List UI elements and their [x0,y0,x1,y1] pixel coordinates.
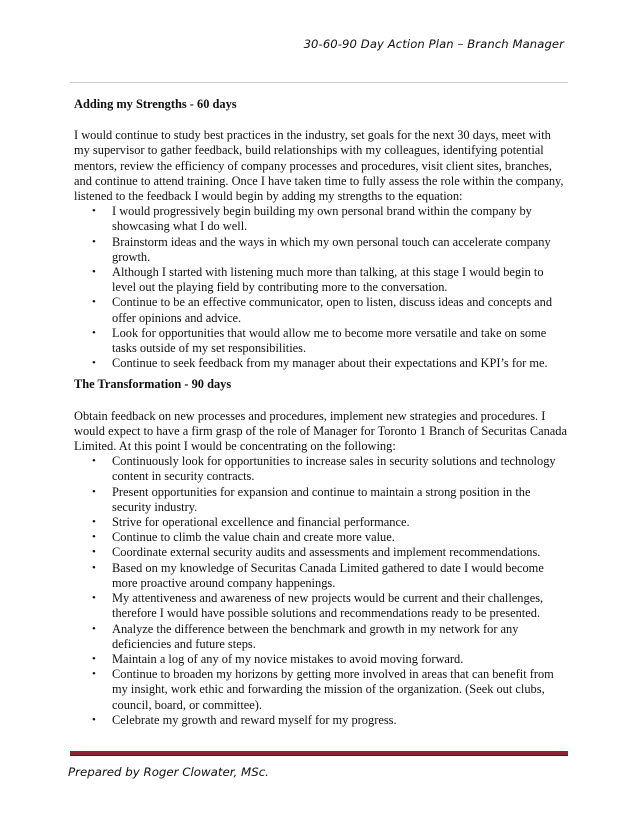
list-item [92,325,569,356]
list-item-text: I would progressively begin building my own personal brand within the company by showcasing what I do well. [112,204,532,234]
list-item-text: Continue to seek feedback from my manager about their expectations and KPI’s for me. [112,356,548,371]
bullet-icon: • [92,546,96,559]
list-item-text: My attentiveness and awareness of new projects would be current and their challenges, therefore I would have possible solutions and recommendations ready to be presented. [112,591,544,621]
list-item [92,530,569,545]
bullet-icon: • [92,326,96,339]
list-item-text: Coordinate external security audits and assessments and implement recommendations. [112,545,541,560]
bullet-icon: • [92,266,96,279]
bullet-icon: • [92,531,96,544]
section-heading-transformation: The Transformation - 90 days [74,377,232,392]
list-item-text: Analyze the difference between the benchmark and growth in my network for any deficiencies and future steps. [112,621,519,651]
bullet-icon: • [92,205,96,218]
list-item [92,712,569,728]
page-footer: Prepared by Roger Clowater, MSc. [68,765,269,779]
list-item-text: Continue to be an effective communicator, open to listen, discuss ideas and concepts and offer opinions and advice. [112,295,553,325]
list-item-text: Present opportunities for expansion and continue to maintain a strong position in the security industry. [112,484,531,514]
bullet-icon: • [92,561,96,574]
bullet-list-transformation [74,454,569,728]
list-item-text: Strive for operational excellence and financial performance. [112,515,410,530]
bullet-icon: • [92,592,96,605]
bullet-icon: • [92,713,96,726]
list-item [92,545,569,560]
list-item-text: Continuously look for opportunities to increase sales in security solutions and technology content in security contracts. [112,454,556,484]
header-divider [70,82,568,83]
document-body [74,97,569,728]
list-item-text: Although I started with listening much more than talking, at this stage I would begin to level out the playing field by contributing more to the conversation. [112,265,544,295]
bullet-icon: • [92,357,96,370]
list-item [92,234,569,265]
list-item [92,454,569,484]
section-heading-strengths: Adding my Strengths - 60 days [74,97,237,111]
list-item-text: Celebrate my growth and reward myself for my progress. [112,712,397,727]
bullet-icon: • [92,455,96,468]
list-item [92,667,569,713]
bullet-list-strengths [74,204,569,371]
list-item-text: Look for opportunities that would allow me to become more versatile and take on some tasks outside of my set responsibilities. [112,325,547,356]
bullet-icon: • [92,668,96,681]
list-item [92,651,569,667]
list-item-text: Continue to climb the value chain and create more value. [112,530,395,545]
list-item [92,591,569,621]
bullet-icon: • [92,652,96,665]
list-item-text: Maintain a log of any of my novice mistakes to avoid moving forward. [112,651,464,666]
list-item [92,515,569,530]
list-item [92,295,569,325]
list-item-text: Continue to broaden my horizons by getting more involved in areas that can benefit from my insight, work ethic and forwarding the mission of the organization. (Seek out clubs, council, board, or committee). [112,667,554,712]
list-item [92,621,569,652]
section-intro-transformation: Obtain feedback on new processes and procedures, implement new strategies and procedures. I would expect to have a firm grasp of the role of Manager for Toronto 1 Branch of Securitas Canada Limited. At this point I would be concentrating on the following: [74,408,567,454]
list-item [92,484,569,515]
bullet-icon: • [92,622,96,635]
bullet-icon: • [92,235,96,248]
footer-divider [70,751,568,756]
list-item [92,356,569,371]
list-item [92,265,569,295]
list-item-text: Brainstorm ideas and the ways in which my own personal touch can accelerate company growth. [112,234,551,264]
bullet-icon: • [92,485,96,498]
list-item [92,204,569,234]
list-item [92,560,569,591]
bullet-icon: • [92,296,96,309]
page-header: 30-60-90 Day Action Plan – Branch Manager [303,37,564,51]
list-item-text: Based on my knowledge of Securitas Canada Limited gathered to date I would become more proactive around company happenings. [112,560,544,590]
section-intro-strengths: I would continue to study best practices in the industry, set goals for the next 30 days, meet with my supervisor to gather feedback, build relationships with my colleagues, identifying potential mentors, review the efficiency of company processes and procedures, visit client sites, branches, and continue to attend training. Once I have taken time to fully assess the role within the company, listened to the feedback I would begin by adding my strengths to the equation: [74,128,564,204]
bullet-icon: • [92,516,96,529]
